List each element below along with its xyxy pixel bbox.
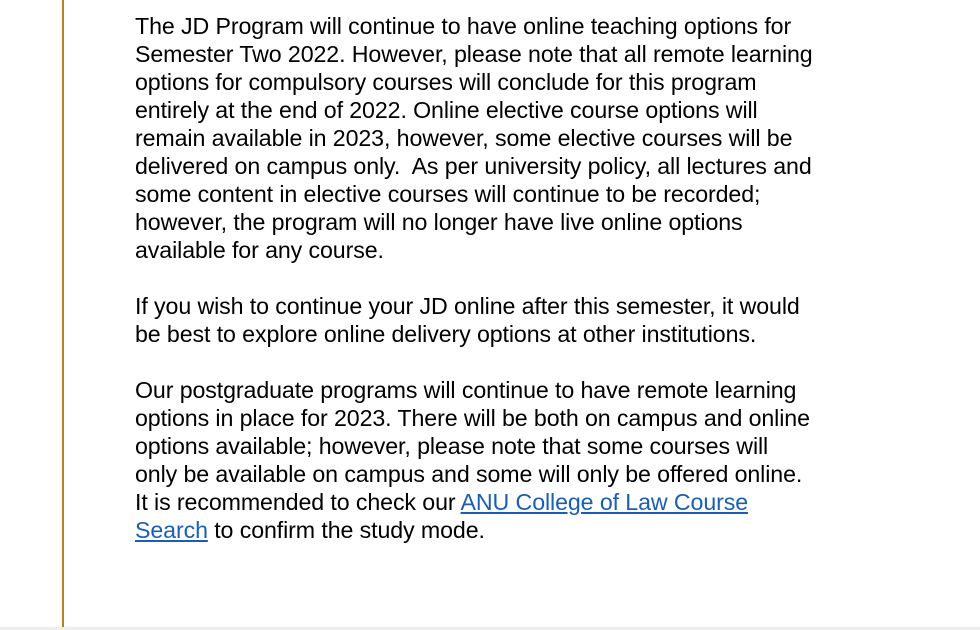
paragraph-postgraduate [135,376,815,544]
paragraph-continue-online: If you wish to continue your JD online after this semester, it would be best to explore online delivery options at other institutions. [135,293,800,347]
paragraph-jd-program: The JD Program will continue to have online teaching options for Semester Two 2022. However, please note that all remote learning options for compulsory courses will conclude for this program entirely at the end of 2022. Online elective course options will remain available in 2023, however, some elective courses will be delivered on campus only. As per university policy, all lectures and some content in elective courses will continue to be recorded; however, the program will no longer have live online options available for any course. [135,13,813,263]
email-body [135,12,815,572]
course-search-link[interactable]: ANU College of Law Course Search [135,489,749,543]
quote-rule [62,0,64,630]
paragraph-postgraduate-text-before: Our postgraduate programs will continue to have remote learning options in place for 2023. There will be both on campus and online options available; however, please note that some courses will only be available on campus and some will only be offered online. It is recommended to check our [135,377,810,515]
paragraph-postgraduate-text-after: to confirm the study mode. [207,517,485,543]
